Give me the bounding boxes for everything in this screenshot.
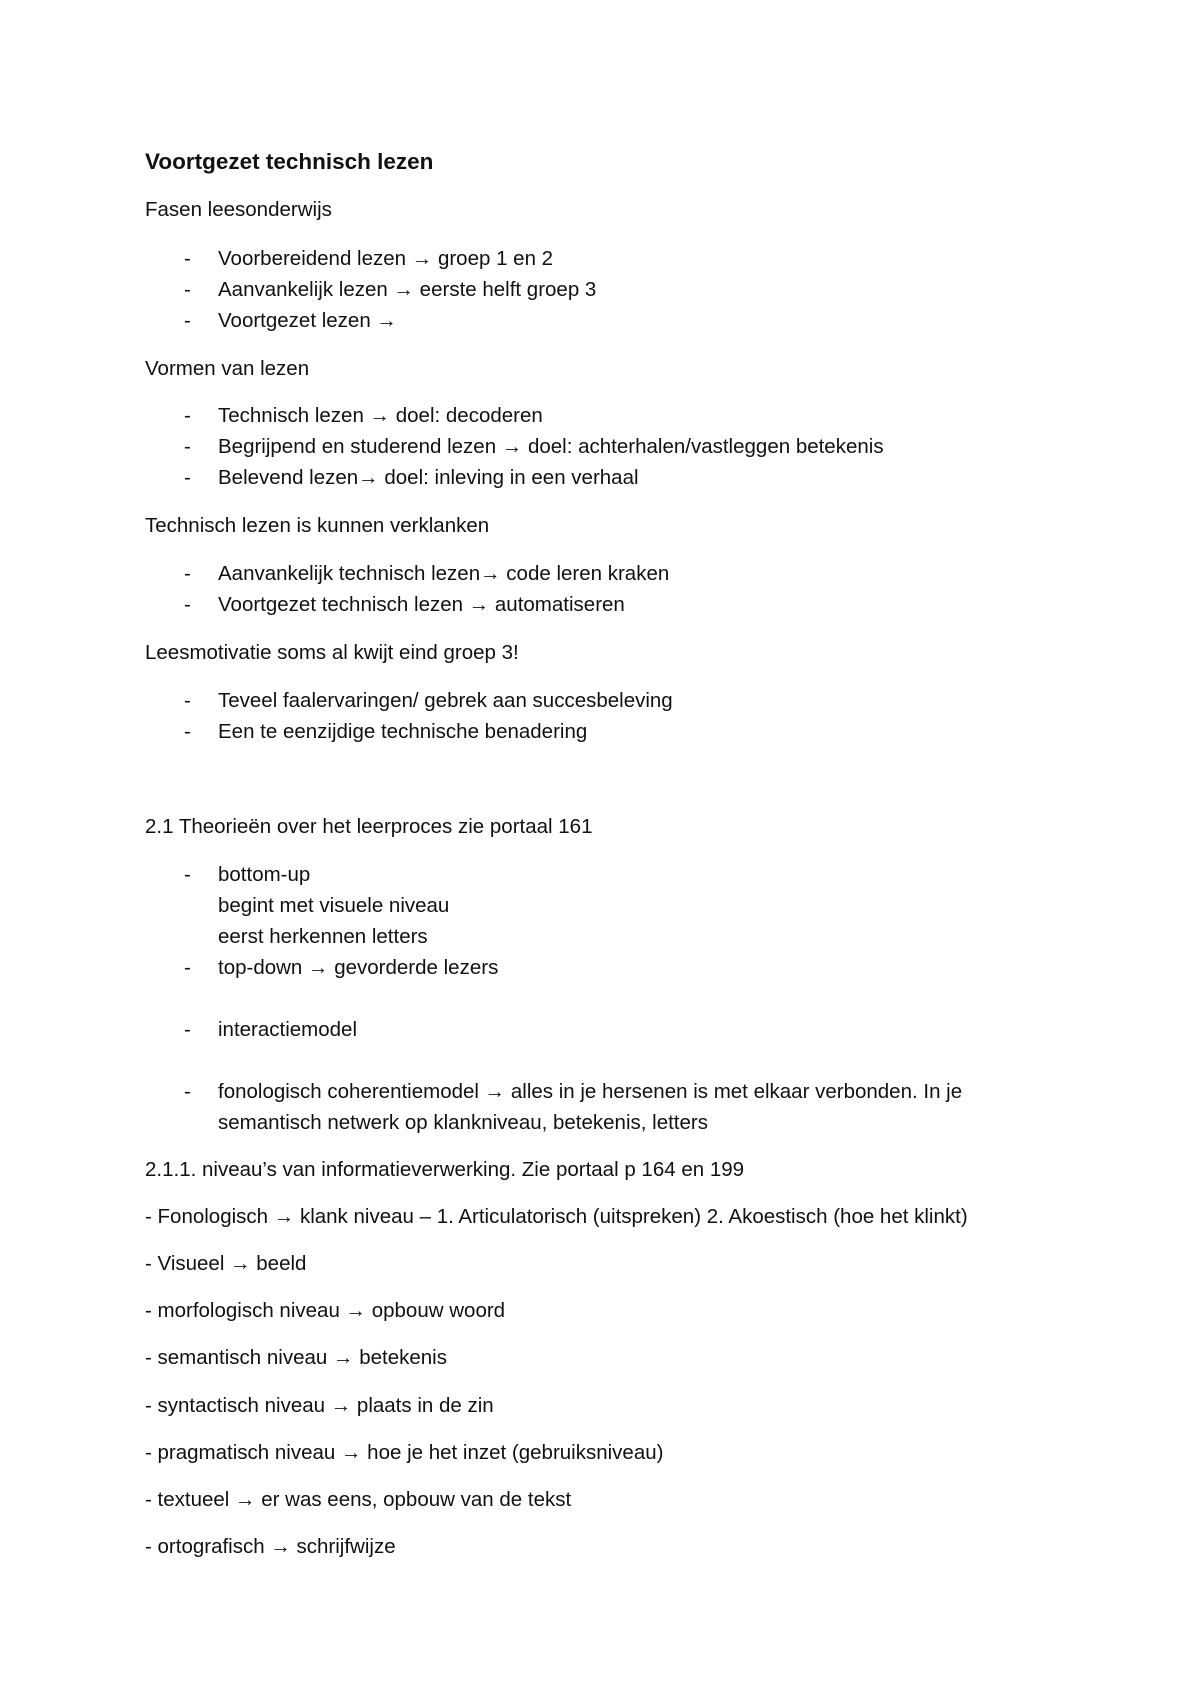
- list-bullet: -: [184, 1080, 191, 1103]
- list-bullet: -: [184, 278, 191, 301]
- section-heading-technisch: Technisch lezen is kunnen verklanken: [145, 514, 490, 537]
- section-heading-fasen: Fasen leesonderwijs: [145, 198, 332, 221]
- niveau-line: - Visueel → beeld: [145, 1252, 307, 1275]
- list-item: Belevend lezen→ doel: inleving in een verhaal: [218, 466, 639, 489]
- list-item-continuation: eerst herkennen letters: [218, 925, 428, 948]
- list-item: Begrijpend en studerend lezen → doel: achterhalen/vastleggen betekenis: [218, 435, 884, 458]
- list-item: Teveel faalervaringen/ gebrek aan succesbeleving: [218, 689, 673, 712]
- list-item: bottom-up: [218, 863, 311, 886]
- list-item: fonologisch coherentiemodel → alles in je hersenen is met elkaar verbonden. In je: [218, 1080, 963, 1103]
- list-bullet: -: [184, 863, 191, 886]
- niveau-line: - morfologisch niveau → opbouw woord: [145, 1299, 506, 1322]
- section-heading-niveaus: 2.1.1. niveau’s van informatieverwerking. Zie portaal p 164 en 199: [145, 1158, 745, 1181]
- page-title: Voortgezet technisch lezen: [145, 149, 434, 174]
- section-heading-vormen: Vormen van lezen: [145, 357, 310, 380]
- list-item: Aanvankelijk technisch lezen→ code leren kraken: [218, 562, 670, 585]
- list-item: Aanvankelijk lezen → eerste helft groep 3: [218, 278, 597, 301]
- niveau-line: - textueel → er was eens, opbouw van de tekst: [145, 1488, 572, 1511]
- list-item-continuation: begint met visuele niveau: [218, 894, 450, 917]
- list-bullet: -: [184, 956, 191, 979]
- list-bullet: -: [184, 247, 191, 270]
- list-item: Voortgezet technisch lezen → automatiseren: [218, 593, 625, 616]
- list-bullet: -: [184, 593, 191, 616]
- list-item: Technisch lezen → doel: decoderen: [218, 404, 543, 427]
- list-bullet: -: [184, 466, 191, 489]
- list-bullet: -: [184, 720, 191, 743]
- section-heading-motivatie: Leesmotivatie soms al kwijt eind groep 3!: [145, 641, 519, 664]
- list-bullet: -: [184, 689, 191, 712]
- list-bullet: -: [184, 562, 191, 585]
- niveau-line: - Fonologisch → klank niveau – 1. Articulatorisch (uitspreken) 2. Akoestisch (hoe het klinkt): [145, 1205, 968, 1228]
- list-bullet: -: [184, 309, 191, 332]
- niveau-line: - ortografisch → schrijfwijze: [145, 1535, 396, 1558]
- list-item: interactiemodel: [218, 1018, 358, 1041]
- list-item: Een te eenzijdige technische benadering: [218, 720, 588, 743]
- niveau-line: - semantisch niveau → betekenis: [145, 1346, 447, 1369]
- niveau-line: - pragmatisch niveau → hoe je het inzet (gebruiksniveau): [145, 1441, 664, 1464]
- niveau-line: - syntactisch niveau → plaats in de zin: [145, 1394, 494, 1417]
- list-bullet: -: [184, 404, 191, 427]
- list-item-continuation: semantisch netwerk op klankniveau, betekenis, letters: [218, 1111, 708, 1134]
- list-item: Voortgezet lezen →: [218, 309, 397, 332]
- list-bullet: -: [184, 1018, 191, 1041]
- list-item: Voorbereidend lezen → groep 1 en 2: [218, 247, 554, 270]
- section-heading-theorieen: 2.1 Theorieën over het leerproces zie portaal 161: [145, 815, 593, 838]
- list-item: top-down → gevorderde lezers: [218, 956, 499, 979]
- list-bullet: -: [184, 435, 191, 458]
